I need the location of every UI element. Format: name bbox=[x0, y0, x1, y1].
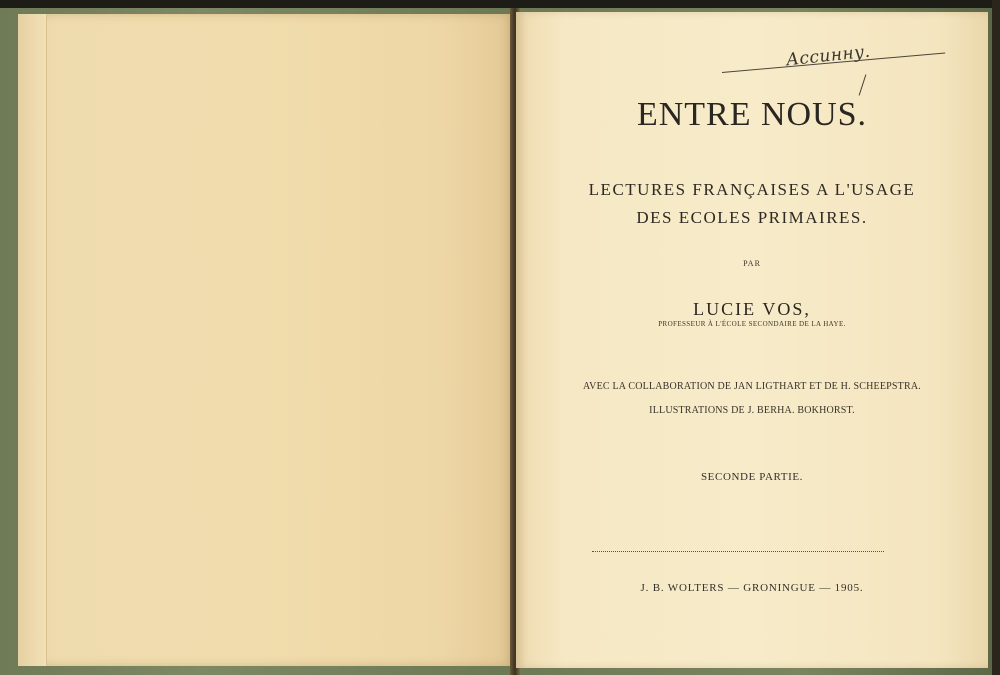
right-shadow-edge bbox=[992, 0, 1000, 675]
publisher-imprint: J. B. WOLTERS — GRONINGUE — 1905. bbox=[640, 582, 864, 594]
book-title: ENTRE NOUS. bbox=[636, 96, 868, 133]
collaboration-credit: AVEC LA COLLABORATION DE JAN LIGTHART ET DE H. SCHEEPSTRA. bbox=[583, 381, 921, 392]
subtitle-line-1: LECTURES FRANÇAISES A L'USAGE bbox=[588, 180, 916, 199]
title-page-content bbox=[516, 12, 988, 668]
subtitle-line-2: DES ECOLES PRIMAIRES. bbox=[636, 208, 868, 227]
dotted-divider bbox=[592, 551, 884, 552]
author-role: PROFESSEUR À L'ÉCOLE SECONDAIRE DE LA HAYE. bbox=[658, 320, 846, 328]
left-blank-page bbox=[18, 14, 514, 666]
handwritten-signature: Ассинну. bbox=[785, 41, 872, 71]
left-flyleaf-edge bbox=[18, 14, 47, 666]
top-shadow-edge bbox=[0, 0, 1000, 8]
by-label: PAR bbox=[743, 259, 761, 268]
illustration-credit: ILLUSTRATIONS DE J. BERHA. BOKHORST. bbox=[649, 405, 855, 416]
signature-flourish bbox=[859, 74, 867, 95]
author-name: LUCIE VOS, bbox=[693, 299, 811, 319]
part-label: SECONDE PARTIE. bbox=[700, 471, 804, 483]
